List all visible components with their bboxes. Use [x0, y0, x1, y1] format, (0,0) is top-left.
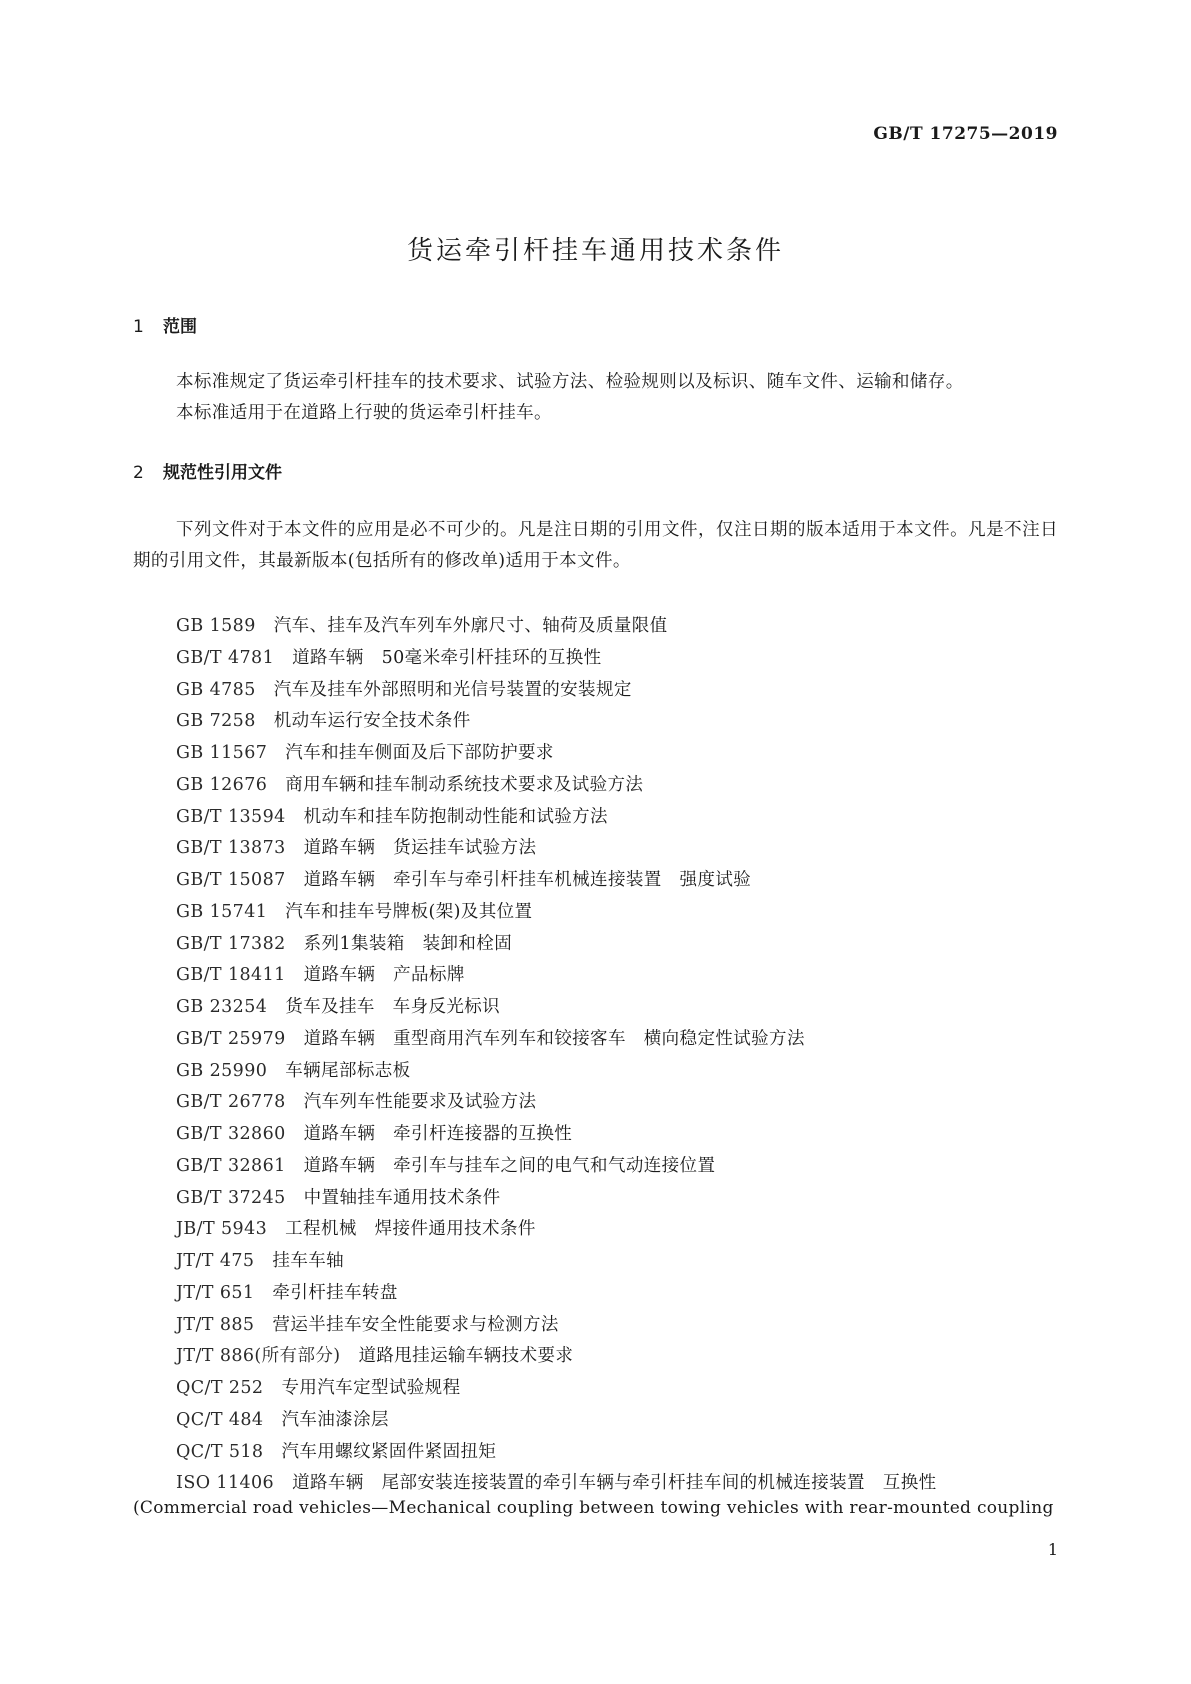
reference-item — [176, 960, 937, 992]
reference-code: GB 25990 — [176, 1060, 268, 1081]
page-number: 1 — [1047, 1540, 1058, 1559]
reference-code: GB 23254 — [176, 997, 268, 1017]
reference-title: 道路车辆 产品标牌 — [303, 965, 465, 986]
reference-item — [176, 1246, 937, 1278]
reference-title: 汽车和挂车侧面及后下部防护要求 — [285, 743, 554, 763]
reference-item — [176, 1405, 937, 1437]
reference-title: 专用汽车定型试验规程 — [281, 1378, 461, 1398]
reference-code: GB/T 25979 — [176, 1028, 286, 1049]
reference-title: 汽车及挂车外部照明和光信号装置的安装规定 — [273, 679, 632, 700]
section-2-paragraph-1: 下列文件对于本文件的应用是必不可少的。凡是注日期的引用文件，仅注日期的版本适用于本文件。凡是不注日期的引用文件，其最新版本(包括所有的修改单)适用于本文件。 — [133, 520, 1058, 571]
reference-code: GB 15741 — [176, 901, 268, 922]
reference-title: 机动车运行安全技术条件 — [273, 711, 471, 732]
reference-item — [176, 865, 937, 897]
standard-code: GB/T 17275—2019 — [873, 124, 1058, 144]
section-2-heading — [133, 458, 282, 483]
reference-title: 挂车车轴 — [272, 1251, 345, 1271]
reference-title: 中置轴挂车通用技术条件 — [303, 1187, 501, 1208]
reference-title: 汽车列车性能要求及试验方法 — [303, 1092, 537, 1113]
reference-item — [176, 1183, 937, 1215]
reference-item — [176, 833, 937, 865]
reference-code: GB 1589 — [176, 616, 256, 636]
reference-item — [176, 1056, 937, 1088]
reference-title: 道路车辆 牵引车与挂车之间的电气和气动连接位置 — [303, 1155, 716, 1176]
reference-item — [176, 802, 937, 834]
document-title: 货运牵引杆挂车通用技术条件 — [406, 236, 784, 266]
reference-code: GB/T 13873 — [176, 838, 286, 859]
normative-references-list — [176, 611, 937, 1500]
reference-title: 道路甩挂运输车辆技术要求 — [358, 1346, 574, 1367]
reference-code: GB/T 15087 — [176, 870, 286, 890]
reference-item — [176, 929, 937, 961]
reference-code: GB/T 4781 — [176, 647, 275, 668]
reference-item — [176, 897, 937, 929]
reference-title: 工程机械 焊接件通用技术条件 — [285, 1219, 536, 1240]
section-1-heading — [133, 312, 197, 337]
reference-code: QC/T 252 — [176, 1378, 264, 1398]
reference-item — [176, 643, 937, 675]
reference-title: 汽车油漆涂层 — [281, 1409, 389, 1430]
reference-item — [176, 1373, 937, 1405]
reference-item — [176, 1087, 937, 1119]
section-1-number: 1 — [133, 317, 144, 337]
reference-item — [176, 1341, 937, 1373]
reference-title: 道路车辆 牵引车与牵引杆挂车机械连接装置 强度试验 — [303, 870, 752, 890]
reference-code: GB/T 26778 — [176, 1092, 286, 1113]
reference-title: 道路车辆 牵引杆连接器的互换性 — [303, 1124, 573, 1144]
reference-code: JT/T 886(所有部分) — [176, 1346, 341, 1367]
section-1-paragraph-2: 本标准适用于在道路上行驶的货运牵引杆挂车。 — [176, 403, 552, 423]
reference-item — [176, 1310, 937, 1342]
reference-code: JT/T 885 — [176, 1314, 255, 1335]
reference-item — [176, 611, 937, 643]
reference-item — [176, 675, 937, 707]
reference-title: 商用车辆和挂车制动系统技术要求及试验方法 — [285, 774, 644, 795]
reference-code: JT/T 475 — [176, 1251, 255, 1271]
reference-item — [176, 1468, 937, 1500]
reference-item — [176, 738, 937, 770]
reference-title: 车辆尾部标志板 — [285, 1060, 411, 1081]
section-1-paragraph-1: 本标准规定了货运牵引杆挂车的技术要求、试验方法、检验规则以及标识、随车文件、运输和储存。 — [176, 372, 964, 392]
reference-code: ISO 11406 — [176, 1473, 275, 1494]
reference-item — [176, 1278, 937, 1310]
reference-item — [176, 992, 937, 1024]
reference-title: 系列1集装箱 装卸和栓固 — [303, 933, 513, 954]
reference-item — [176, 706, 937, 738]
reference-code: GB/T 13594 — [176, 806, 286, 827]
reference-title: 汽车用螺纹紧固件紧固扭矩 — [281, 1441, 497, 1462]
reference-code: QC/T 484 — [176, 1409, 264, 1430]
reference-code: QC/T 518 — [176, 1441, 264, 1462]
reference-title: 货车及挂车 车身反光标识 — [285, 997, 501, 1017]
reference-code: GB/T 17382 — [176, 933, 286, 954]
section-2-number: 2 — [133, 463, 144, 483]
reference-code: GB 4785 — [176, 679, 256, 700]
reference-item — [176, 770, 937, 802]
reference-item — [176, 1151, 937, 1183]
reference-title: 牵引杆挂车转盘 — [272, 1282, 398, 1303]
reference-title: 营运半挂车安全性能要求与检测方法 — [272, 1314, 559, 1335]
reference-code: GB/T 18411 — [176, 965, 286, 986]
reference-code: JB/T 5943 — [176, 1219, 268, 1240]
references-continuation-line: (Commercial road vehicles—Mechanical coupling between towing vehicles with rear-mounted coupling — [133, 1498, 1054, 1518]
reference-code: GB 12676 — [176, 774, 268, 795]
reference-code: GB/T 32861 — [176, 1155, 286, 1176]
reference-title: 道路车辆 50毫米牵引杆挂环的互换性 — [292, 647, 602, 668]
reference-code: GB 7258 — [176, 711, 256, 732]
reference-item — [176, 1024, 937, 1056]
reference-item — [176, 1437, 937, 1469]
reference-title: 道路车辆 尾部安装连接装置的牵引车辆与牵引杆挂车间的机械连接装置 互换性 — [292, 1473, 937, 1494]
reference-title: 道路车辆 重型商用汽车列车和铰接客车 横向稳定性试验方法 — [303, 1028, 805, 1049]
reference-title: 机动车和挂车防抱制动性能和试验方法 — [303, 806, 608, 827]
reference-code: GB/T 32860 — [176, 1124, 286, 1144]
section-1-title: 范围 — [163, 317, 197, 337]
reference-title: 汽车和挂车号牌板(架)及其位置 — [285, 901, 533, 922]
reference-title: 道路车辆 货运挂车试验方法 — [303, 838, 537, 859]
reference-item — [176, 1119, 937, 1151]
reference-item — [176, 1214, 937, 1246]
reference-code: JT/T 651 — [176, 1282, 255, 1303]
reference-title: 汽车、挂车及汽车列车外廓尺寸、轴荷及质量限值 — [273, 616, 668, 636]
reference-code: GB/T 37245 — [176, 1187, 286, 1208]
reference-code: GB 11567 — [176, 743, 268, 763]
section-2-title: 规范性引用文件 — [163, 463, 282, 483]
